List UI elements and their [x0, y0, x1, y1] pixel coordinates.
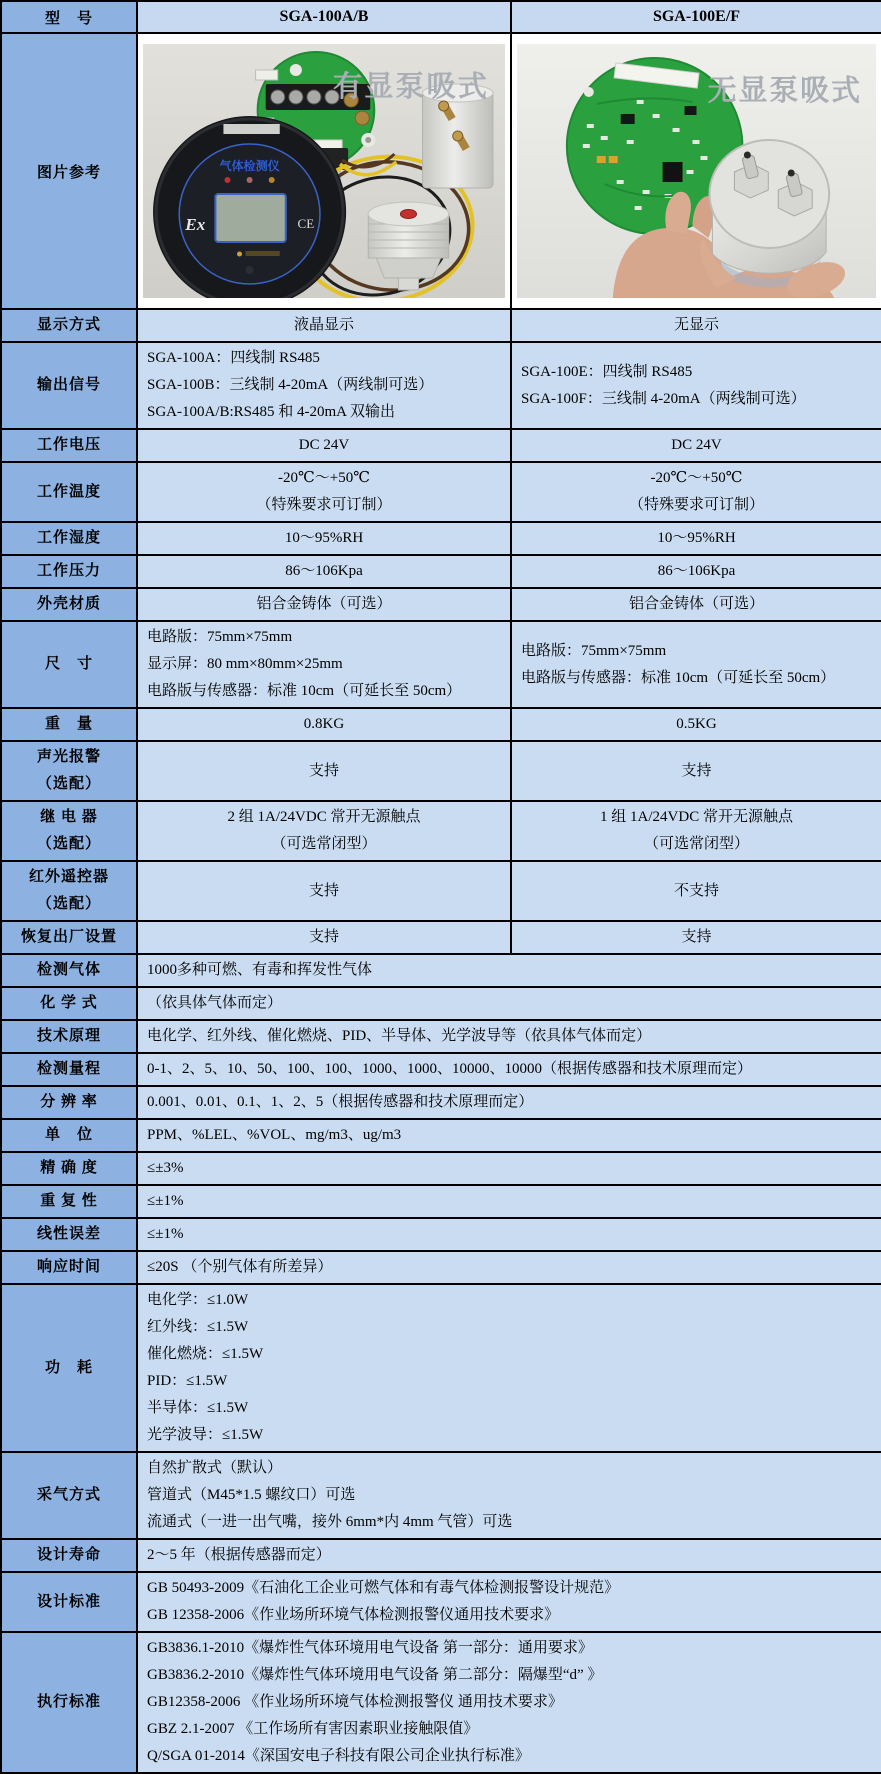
spec-row-value: ≤20S （个别气体有所差异） [137, 1251, 881, 1284]
spec-row [1, 954, 881, 987]
spec-row-value: 支持 [511, 921, 881, 954]
spec-row [1, 921, 881, 954]
spec-row [1, 1185, 881, 1218]
left-product-photo-illustration [143, 44, 505, 298]
spec-row-label: 执行标准 [1, 1632, 137, 1773]
spec-row [1, 342, 881, 429]
model-header-label: 型 号 [1, 1, 137, 33]
spec-row-value: 86～106Kpa [137, 555, 511, 588]
spec-row [1, 1572, 881, 1632]
spec-row [1, 1119, 881, 1152]
spec-row [1, 741, 881, 801]
spec-row-label: 设计标准 [1, 1572, 137, 1632]
spec-row [1, 555, 881, 588]
spec-row-value: 不支持 [511, 861, 881, 921]
photo-row [1, 33, 881, 309]
spec-row [1, 1251, 881, 1284]
spec-row-value: 液晶显示 [137, 309, 511, 342]
spec-row-label: 单 位 [1, 1119, 137, 1152]
spec-row-value: GB 50493-2009《石油化工企业可燃气体和有毒气体检测报警设计规范》 GB 12358-2006《作业场所环境气体检测报警仪通用技术要求》 [137, 1572, 881, 1632]
spec-row-value: DC 24V [511, 429, 881, 462]
spec-row-label: 线性误差 [1, 1218, 137, 1251]
spec-row-label: 工作温度 [1, 462, 137, 522]
spec-row-value: 无显示 [511, 309, 881, 342]
watermark-text: 无显泵吸式 [707, 74, 863, 108]
spec-row-label: 响应时间 [1, 1251, 137, 1284]
spec-row-value: DC 24V [137, 429, 511, 462]
spec-row-value: PPM、%LEL、%VOL、mg/m3、ug/m3 [137, 1119, 881, 1152]
spec-row-label: 化 学 式 [1, 987, 137, 1020]
spec-row-value: ≤±1% [137, 1218, 881, 1251]
spec-row [1, 1053, 881, 1086]
spec-row-label: 检测量程 [1, 1053, 137, 1086]
spec-row [1, 801, 881, 861]
spec-row-label: 红外遥控器 （选配） [1, 861, 137, 921]
spec-row [1, 1632, 881, 1773]
spec-row-value: 支持 [137, 861, 511, 921]
spec-row [1, 522, 881, 555]
spec-row-label: 尺 寸 [1, 621, 137, 708]
spec-row-label: 功 耗 [1, 1284, 137, 1452]
spec-row-value: 0-1、2、5、10、50、100、100、1000、1000、10000、10000（根据传感器和技术原理而定） [137, 1053, 881, 1086]
spec-row-label: 工作湿度 [1, 522, 137, 555]
spec-row-value: 自然扩散式（默认） 管道式（M45*1.5 螺纹口）可选 流通式（一进一出气嘴，接外 6mm*内 4mm 气管）可选 [137, 1452, 881, 1539]
spec-row-label: 工作电压 [1, 429, 137, 462]
watermark-text: 有显泵吸式 [333, 71, 489, 103]
right-product-photo [517, 44, 876, 298]
spec-row-value: 0.001、0.01、0.1、1、2、5（根据传感器和技术原理而定） [137, 1086, 881, 1119]
spec-row-label: 采气方式 [1, 1452, 137, 1539]
spec-row [1, 309, 881, 342]
spec-row-value: 支持 [511, 741, 881, 801]
model-name-col2: SGA-100E/F [511, 1, 881, 33]
photo-row-label: 图片参考 [1, 33, 137, 309]
spec-row-label: 精 确 度 [1, 1152, 137, 1185]
spec-row [1, 1539, 881, 1572]
spec-row-value: -20℃～+50℃ （特殊要求可订制） [511, 462, 881, 522]
spec-row [1, 1086, 881, 1119]
spec-row-value: SGA-100A：四线制 RS485 SGA-100B：三线制 4-20mA（两线制可选） SGA-100A/B:RS485 和 4-20mA 双输出 [137, 342, 511, 429]
left-product-photo [143, 44, 505, 298]
spec-row-label: 检测气体 [1, 954, 137, 987]
product-photo-left-cell [137, 33, 511, 309]
spec-row [1, 1152, 881, 1185]
spec-row [1, 861, 881, 921]
spec-row-value: 2～5 年（根据传感器而定） [137, 1539, 881, 1572]
header-row [1, 1, 881, 33]
spec-row [1, 429, 881, 462]
spec-row-value: 86～106Kpa [511, 555, 881, 588]
spec-row-label: 工作压力 [1, 555, 137, 588]
spec-row [1, 462, 881, 522]
spec-row-value: GB3836.1-2010《爆炸性气体环境用电气设备 第一部分：通用要求》 GB3836.2-2010《爆炸性气体环境用电气设备 第二部分：隔爆型“d” 》 GB12358-2006 《作业场所环境气体检测报警仪 通用技术要求》 GBZ 2.1-2007 《工作场所有害因素职业接触限值》 Q/SGA 01-2014《深国安电子科技有限公司企业执行标准》 [137, 1632, 881, 1773]
spec-row-label: 重 复 性 [1, 1185, 137, 1218]
spec-row [1, 708, 881, 741]
spec-row-value: 0.8KG [137, 708, 511, 741]
spec-row [1, 1284, 881, 1452]
spec-row-label: 设计寿命 [1, 1539, 137, 1572]
spec-row-value: 电路版：75mm×75mm 显示屏：80 mm×80mm×25mm 电路版与传感器：标准 10cm（可延长至 50cm） [137, 621, 511, 708]
spec-row-label: 声光报警 （选配） [1, 741, 137, 801]
spec-row-label: 技术原理 [1, 1020, 137, 1053]
ex-badge: Ex [185, 215, 206, 234]
right-product-photo-illustration [517, 44, 876, 298]
spec-row-value: 2 组 1A/24VDC 常开无源触点 （可选常闭型） [137, 801, 511, 861]
spec-row-value: SGA-100E：四线制 RS485 SGA-100F：三线制 4-20mA（两线制可选） [511, 342, 881, 429]
spec-row-value: 1000多种可燃、有毒和挥发性气体 [137, 954, 881, 987]
model-name-col1: SGA-100A/B [137, 1, 511, 33]
product-photo-right-cell [511, 33, 881, 309]
spec-row-value: 支持 [137, 741, 511, 801]
ce-badge: CE [297, 216, 315, 231]
spec-row [1, 1218, 881, 1251]
spec-row-label: 分 辨 率 [1, 1086, 137, 1119]
spec-row-value: -20℃～+50℃ （特殊要求可订制） [137, 462, 511, 522]
spec-row-value: 10～95%RH [137, 522, 511, 555]
spec-row-value: 10～95%RH [511, 522, 881, 555]
spec-row-label: 恢复出厂设置 [1, 921, 137, 954]
spec-row [1, 987, 881, 1020]
spec-row-value: （依具体气体而定） [137, 987, 881, 1020]
spec-row-value: 铝合金铸体（可选） [511, 588, 881, 621]
spec-row-value: ≤±3% [137, 1152, 881, 1185]
gauge-screen-title: 气体检测仪 [219, 159, 280, 173]
spec-row-value: 支持 [137, 921, 511, 954]
spec-row-label: 外壳材质 [1, 588, 137, 621]
spec-row-value: 电化学：≤1.0W 红外线：≤1.5W 催化燃烧：≤1.5W PID：≤1.5W 半导体：≤1.5W 光学波导：≤1.5W [137, 1284, 881, 1452]
spec-row-label: 重 量 [1, 708, 137, 741]
spec-row-value: 0.5KG [511, 708, 881, 741]
spec-row [1, 1452, 881, 1539]
spec-row-label: 继 电 器 （选配） [1, 801, 137, 861]
spec-row-value: 1 组 1A/24VDC 常开无源触点 （可选常闭型） [511, 801, 881, 861]
spec-row [1, 588, 881, 621]
spec-row-value: ≤±1% [137, 1185, 881, 1218]
spec-row-label: 显示方式 [1, 309, 137, 342]
spec-row-label: 输出信号 [1, 342, 137, 429]
spec-row [1, 1020, 881, 1053]
spec-row [1, 621, 881, 708]
spec-row-value: 铝合金铸体（可选） [137, 588, 511, 621]
spec-row-value: 电路版：75mm×75mm 电路版与传感器：标准 10cm（可延长至 50cm） [511, 621, 881, 708]
spec-row-value: 电化学、红外线、催化燃烧、PID、半导体、光学波导等（依具体气体而定） [137, 1020, 881, 1053]
